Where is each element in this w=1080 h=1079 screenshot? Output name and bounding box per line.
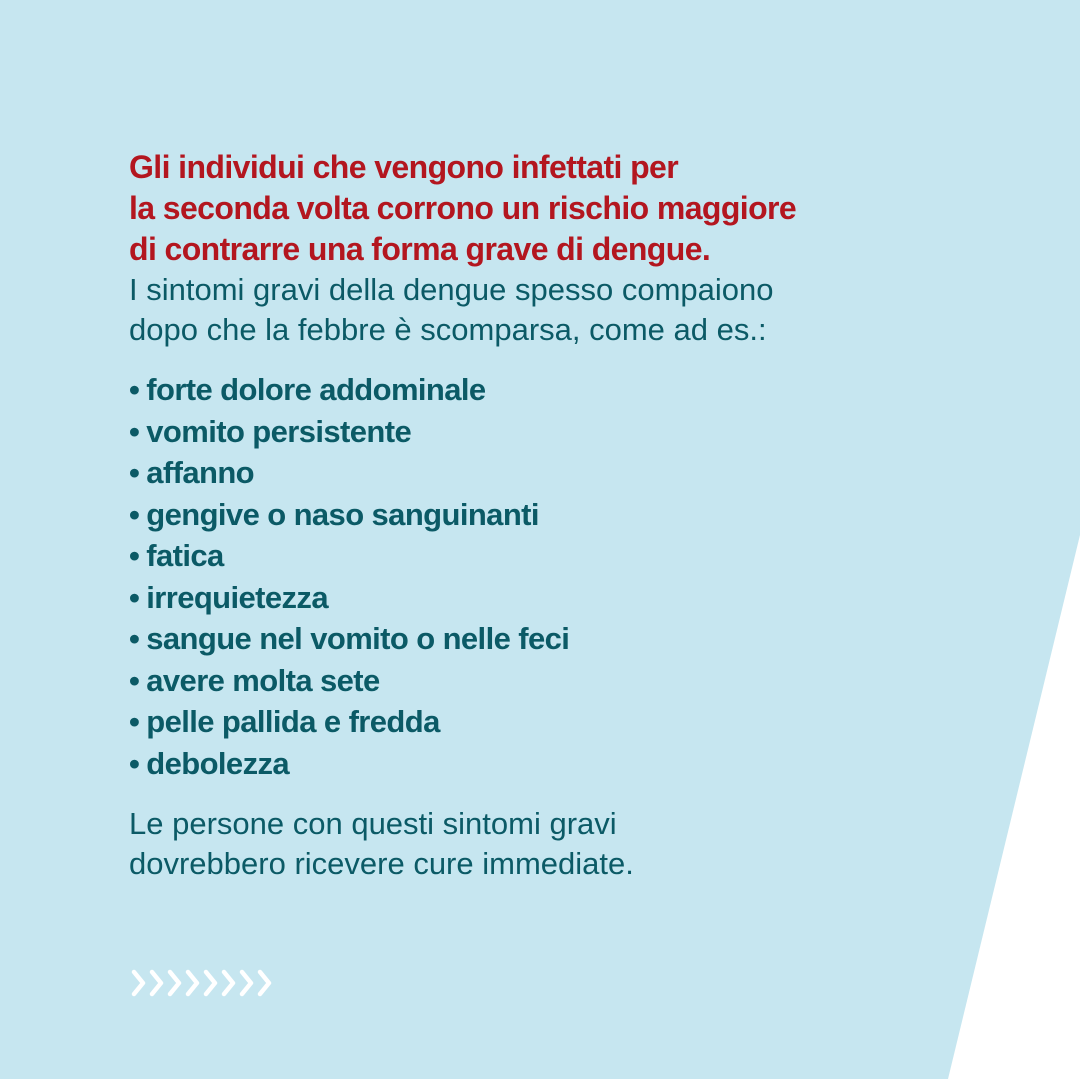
chevron-right-icon [166,966,184,1000]
chevron-right-icon [256,966,274,1000]
symptom-label: forte dolore addominale [146,372,486,407]
bullet-icon: • [129,455,140,490]
list-item [129,743,989,785]
intro-line: dopo che la febbre è scomparsa, come ad es.: [129,312,767,347]
bullet-icon: • [129,745,140,781]
closing-line: dovrebbero ricevere cure immediate. [129,846,634,881]
bullet-icon: • [129,372,140,407]
list-item [129,701,989,743]
closing-paragraph [129,804,989,884]
list-item [129,369,989,411]
warning-line: Gli individui che vengono infettati per [129,149,679,185]
symptom-label: affanno [146,455,255,490]
bullet-icon: • [129,662,140,698]
symptom-label: sangue nel vomito o nelle feci [146,621,570,656]
next-slide-indicator[interactable] [130,966,274,1000]
list-item [129,618,989,660]
main-content [129,147,989,884]
bullet-icon: • [129,579,140,615]
list-item [129,577,989,619]
chevron-right-icon [202,966,220,1000]
bullet-icon: • [129,496,140,532]
list-item [129,411,989,453]
intro-paragraph [129,270,989,350]
warning-line: di contrarre una forma grave di dengue. [129,231,711,267]
bullet-icon: • [129,704,140,739]
chevron-right-icon [184,966,202,1000]
chevron-right-icon [220,966,238,1000]
symptom-label: irrequietezza [146,579,328,615]
intro-line: I sintomi gravi della dengue spesso compaiono [129,272,774,307]
warning-line: la seconda volta corrono un rischio maggiore [129,190,797,226]
list-item [129,660,989,702]
symptom-list [129,369,989,784]
bullet-icon: • [129,538,140,573]
symptom-label: pelle pallida e fredda [146,704,440,739]
symptom-label: debolezza [146,745,290,781]
chevron-right-icon [238,966,256,1000]
symptom-label: fatica [146,538,224,573]
bullet-icon: • [129,413,140,449]
list-item [129,452,989,494]
chevron-right-icon [130,966,148,1000]
symptom-label: gengive o naso sanguinanti [146,496,539,532]
symptom-label: vomito persistente [146,413,412,449]
symptom-label: avere molta sete [146,662,380,698]
list-item [129,494,989,536]
closing-line: Le persone con questi sintomi gravi [129,806,617,841]
chevron-right-icon [148,966,166,1000]
list-item [129,535,989,577]
warning-heading [129,147,989,270]
bullet-icon: • [129,621,140,656]
